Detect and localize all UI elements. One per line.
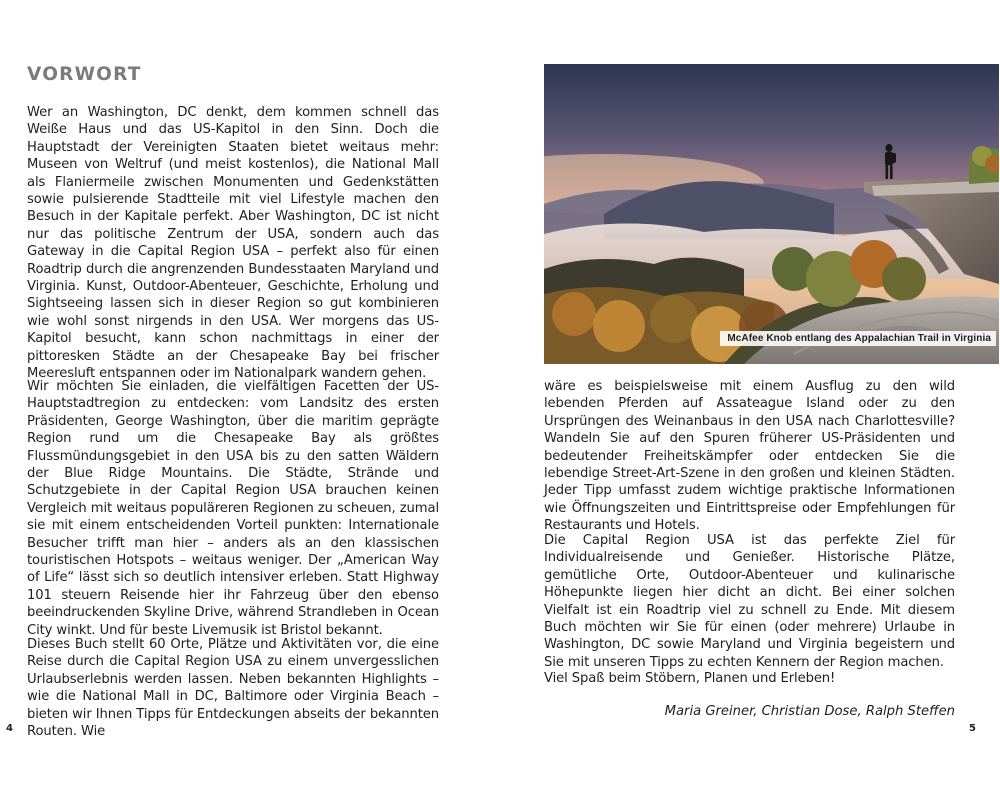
- mountain-sunset-illustration: [544, 64, 999, 364]
- right-page: [500, 0, 1000, 800]
- page-heading: VORWORT: [27, 64, 142, 85]
- foreword-paragraph-6: Viel Spaß beim Stöbern, Planen und Erleben!: [544, 671, 836, 686]
- foreword-paragraph-2: Wir möchten Sie einladen, die vielfältigen Facetten der US-Hauptstadtregion zu entdecken: vom Landsitz des ersten Präsidenten, George Washington, über die maritim geprägte Region rund um die Chesapeake Bay als größtes Flussmündungsgebiet in den USA bis zu den satten Wäldern der Blue Ridge Mountains. Die Städte, Strände und Schutzgebiete in der Capital Region USA brauchen keinen Vergleich mit weitaus populäreren Regionen zu scheuen, zumal sie mit einem entscheidenden Vorteil punkten: Internationale Besucher trifft man hier – anders als an den klassischen touristischen Hotspots – weitaus weniger. Der „American Way of Life“ lässt sich so deutlich intensiver erleben. Statt Highway 101 steuern Reisende hier ihr Fahrzeug über den ebenso beeindruckenden Skyline Drive, während Strandleben in Ocean City winkt. Und für beste Livemusik ist Bristol bekannt.: [27, 379, 439, 638]
- page-number-right: 5: [969, 723, 976, 734]
- foreword-paragraph-1: Wer an Washington, DC denkt, dem kommen schnell das Weiße Haus und das US-Kapitol in den Sinn. Doch die Hauptstadt der Vereinigten Staaten bietet weitaus mehr: Museen von Weltruf (und meist kostenlos), die National Mall als Flaniermeile zwischen Monumenten und Gedenkstätten sowie pulsierende Stadtteile mit viel Lifestyle machen den Besuch in der Kapitale perfekt. Aber Washington, DC ist nicht nur das politische Zentrum der USA, sondern auch das Gateway in die Capital Region USA – perfekt also für einen Roadtrip durch die angrenzenden Bundesstaaten Maryland und Virginia. Kunst, Outdoor-Abenteuer, Geschichte, Erholung und Sightseeing lassen sich in dieser Region so gut kombinieren wie wohl sonst nirgends in den USA. Wer morgens das US-Kapitol besucht, kann schon nachmittags in einer der pittoresken Städte an der Chesapeake Bay bei frischer Meeresluft entspannen oder im Nationalpark wandern gehen.: [27, 105, 439, 382]
- landscape-photo: [544, 64, 999, 364]
- photo-caption: McAfee Knob entlang des Appalachian Trail in Virginia: [720, 331, 996, 346]
- page-number-left: 4: [6, 723, 13, 734]
- author-signature: Maria Greiner, Christian Dose, Ralph Steffen: [664, 704, 955, 719]
- foreword-paragraph-3: Dieses Buch stellt 60 Orte, Plätze und Aktivitäten vor, die eine Reise durch die Capital Region USA zu einem unvergesslichen Urlaubserlebnis werden lassen. Neben bekannten Highlights – wie die National Mall in DC, Baltimore oder Virginia Beach – bieten wir Ihnen Tipps für Entdeckungen abseits der bekannten Routen. Wie: [27, 637, 439, 740]
- foreword-paragraph-4: wäre es beispielsweise mit einem Ausflug zu den wild lebenden Pferden auf Assateague Island oder zu den Ursprüngen des Weinanbaus in den USA nach Charlottesville? Wandeln Sie auf den Spuren früherer US-Präsidenten und bedeutender Freiheitskämpfer oder entdecken Sie die lebendige Street-Art-Szene in den großen und kleinen Städten. Jeder Tipp umfasst zudem wichtige praktische Informationen wie Öffnungszeiten und Eintrittspreise oder Empfehlungen für Restaurants und Hotels.: [544, 379, 955, 534]
- foreword-paragraph-5: Die Capital Region USA ist das perfekte Ziel für Individualreisende und Genießer. Historische Plätze, gemütliche Orte, Outdoor-Abenteuer und kulinarische Höhepunkte liegen hier dicht an dicht. Bei einer solchen Vielfalt ist ein Roadtrip viel zu schnell zu Ende. Mit diesem Buch möchten wir Sie für einen (oder mehrere) Urlaube in Washington, DC sowie Maryland und Virginia begeistern und Sie mit unseren Tipps zu echten Kennern der Region machen.: [544, 533, 955, 670]
